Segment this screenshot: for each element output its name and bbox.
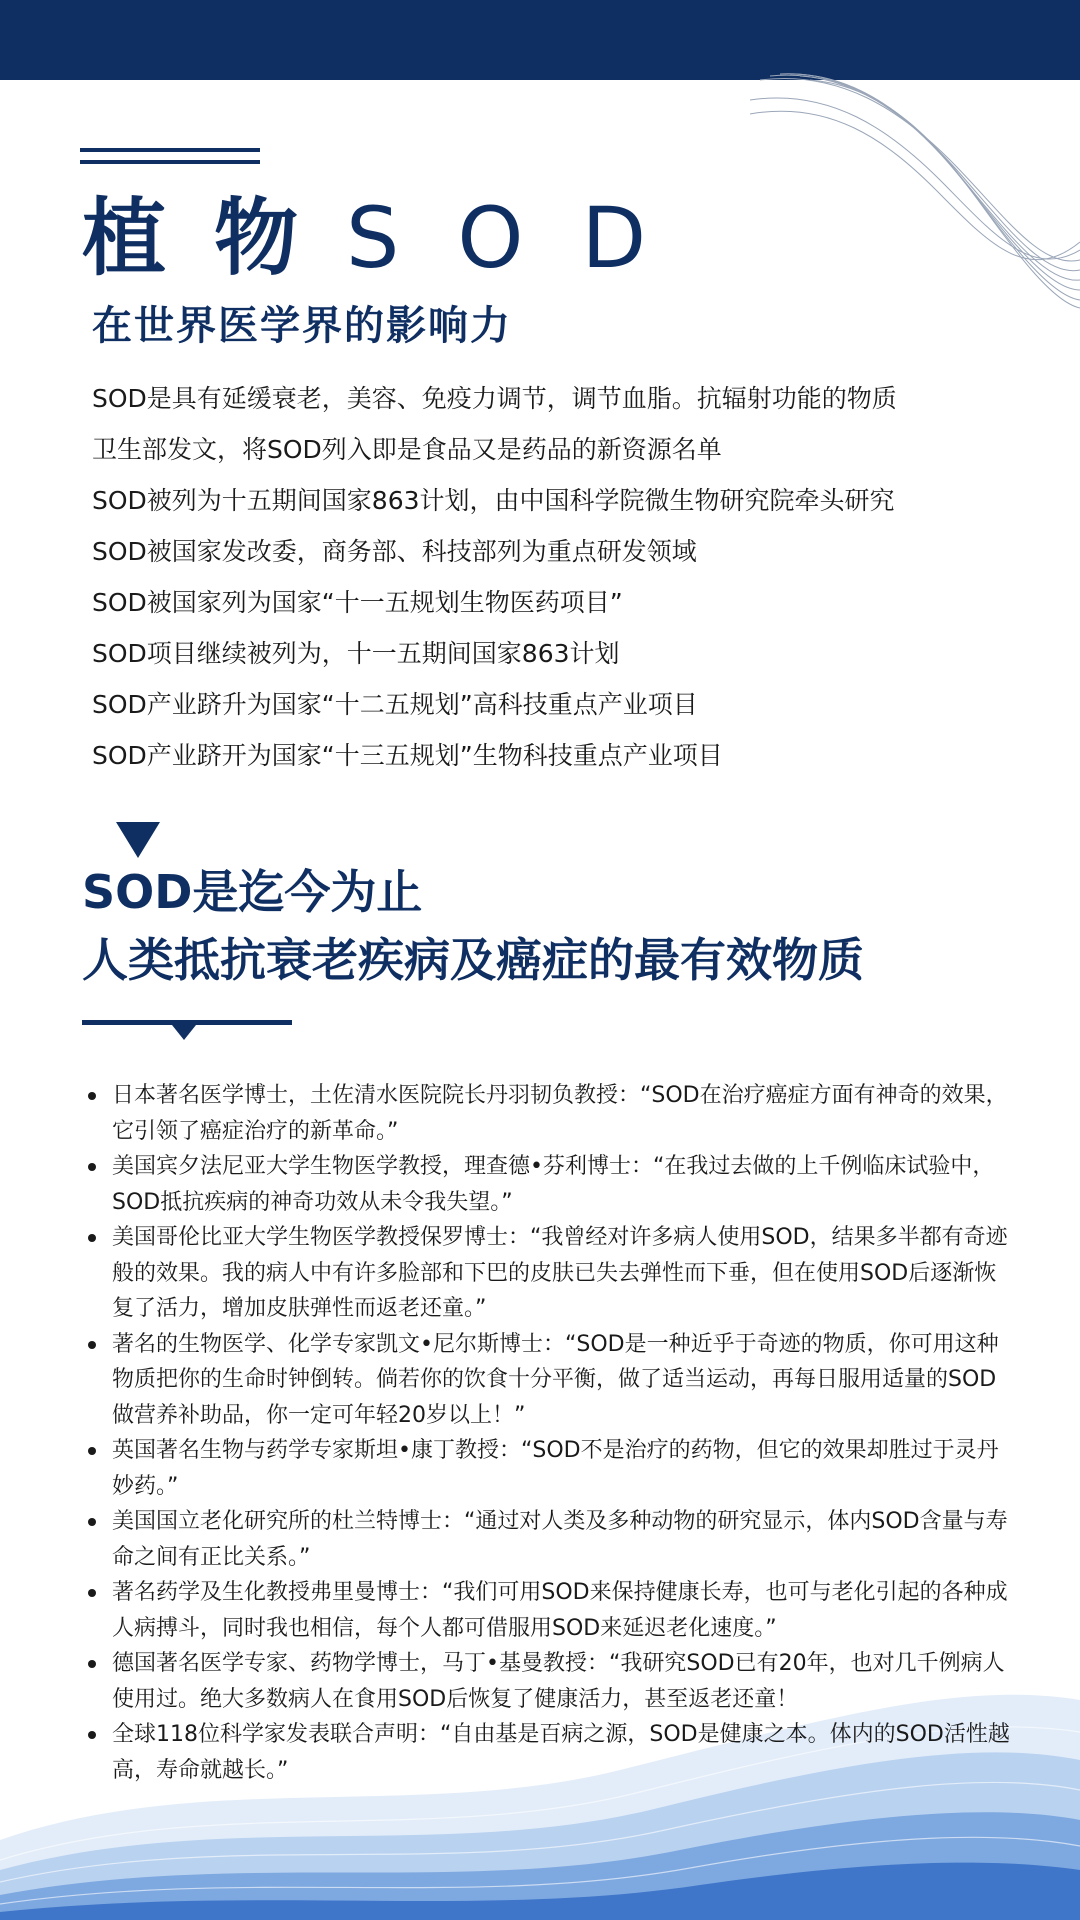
quote-item [84, 1220, 1010, 1327]
bullet-icon [88, 1589, 96, 1597]
title-double-line [80, 148, 260, 168]
quote-item [84, 1327, 1010, 1434]
quote-item [84, 1575, 1010, 1646]
bullet-icon [88, 1518, 96, 1526]
section-headline [82, 858, 864, 994]
fact-item: SOD被国家列为国家“十一五规划生物医药项目” [92, 588, 623, 617]
quote-item [84, 1717, 1010, 1788]
headline-line-2: 人类抵抗衰老疾病及癌症的最有效物质 [82, 933, 864, 987]
page-title [82, 189, 705, 287]
quote-text: 美国宾夕法尼亚大学生物医学教授，理查德•芬利博士：“在我过去做的上千例临床试验中，SOD抵抗疾病的神奇功效从未令我失望。” [112, 1154, 995, 1215]
fact-item: SOD被国家发改委，商务部、科技部列为重点研发领域 [92, 537, 697, 566]
headline-line-1: SOD是迄今为止 [82, 865, 423, 919]
quotes-list [84, 1078, 1010, 1788]
title-chinese: 植物 [82, 189, 347, 287]
quote-text: 美国国立老化研究所的杜兰特博士：“通过对人类及多种动物的研究显示，体内SOD含量与寿命之间有正比关系。” [112, 1509, 1008, 1570]
bullet-icon [88, 1341, 96, 1349]
quote-item [84, 1646, 1010, 1717]
quote-item [84, 1433, 1010, 1504]
triangle-marker-icon [116, 822, 160, 858]
title-latin: SOD [346, 189, 705, 287]
page-subtitle: 在世界医学界的影响力 [92, 303, 512, 349]
bullet-icon [88, 1163, 96, 1171]
section-divider [82, 1020, 292, 1050]
quote-text: 美国哥伦比亚大学生物医学教授保罗博士：“我曾经对许多病人使用SOD，结果多半都有奇迹般的效果。我的病人中有许多脸部和下巴的皮肤已失去弹性而下垂，但在使用SOD后逐渐恢复了活力，增加皮肤弹性而返老还童。” [112, 1225, 1008, 1321]
facts-list [92, 373, 897, 781]
bullet-icon [88, 1731, 96, 1739]
quote-item [84, 1149, 1010, 1220]
quote-text: 全球118位科学家发表联合声明：“自由基是百病之源，SOD是健康之本。体内的SOD活性越高，寿命就越长。” [112, 1722, 1010, 1783]
fact-item: SOD被列为十五期间国家863计划，由中国科学院微生物研究院牵头研究 [92, 486, 895, 515]
quote-item [84, 1504, 1010, 1575]
bullet-icon [88, 1447, 96, 1455]
quote-text: 日本著名医学博士，土佐清水医院院长丹羽韧负教授：“SOD在治疗癌症方面有神奇的效果，它引领了癌症治疗的新革命。” [112, 1083, 1008, 1144]
divider-notch-icon [172, 1025, 196, 1040]
bullet-icon [88, 1092, 96, 1100]
fact-item: SOD是具有延缓衰老，美容、免疫力调节，调节血脂。抗辐射功能的物质 [92, 384, 897, 413]
quote-text: 英国著名生物与药学专家斯坦•康丁教授：“SOD不是治疗的药物，但它的效果却胜过于灵丹妙药。” [112, 1438, 999, 1499]
bullet-icon [88, 1660, 96, 1668]
top-banner-bar [0, 0, 1080, 80]
fact-item: 卫生部发文，将SOD列入即是食品又是药品的新资源名单 [92, 435, 722, 464]
quote-text: 著名药学及生化教授弗里曼博士：“我们可用SOD来保持健康长寿，也可与老化引起的各种成人病搏斗，同时我也相信，每个人都可借服用SOD来延迟老化速度。” [112, 1580, 1008, 1641]
fact-item: SOD项目继续被列为，十一五期间国家863计划 [92, 639, 620, 668]
quote-text: 德国著名医学专家、药物学博士，马丁•基曼教授：“我研究SOD已有20年，也对几千例病人使用过。绝大多数病人在食用SOD后恢复了健康活力，甚至返老还童！ [112, 1651, 1005, 1712]
fact-item: SOD产业跻开为国家“十三五规划”生物科技重点产业项目 [92, 741, 723, 770]
quote-text: 著名的生物医学、化学专家凯文•尼尔斯博士：“SOD是一种近乎于奇迹的物质，你可用这种物质把你的生命时钟倒转。倘若你的饮食十分平衡，做了适当运动，再每日服用适量的SOD做营养补助品，你一定可年轻20岁以上！” [112, 1331, 999, 1428]
quote-item [84, 1078, 1010, 1149]
bullet-icon [88, 1234, 96, 1242]
decorative-line-waves [750, 70, 1080, 310]
fact-item: SOD产业跻升为国家“十二五规划”高科技重点产业项目 [92, 690, 698, 719]
